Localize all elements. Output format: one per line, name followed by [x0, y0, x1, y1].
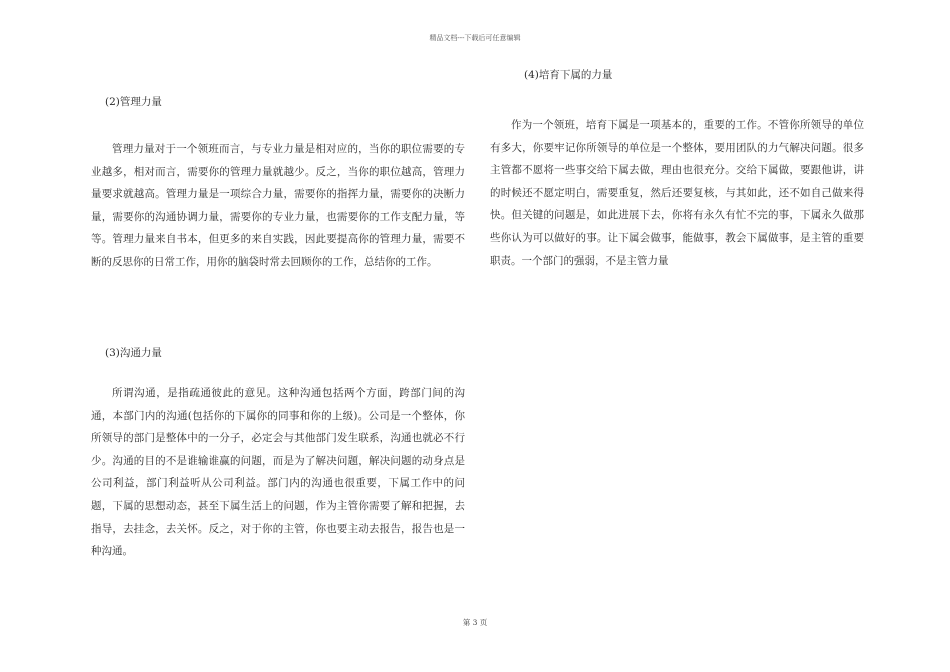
paragraph-subordinate-training: 作为一个领班，培育下属是一项基本的，重要的工作。不管你所领导的单位有多大，你要牢记你所领导的单位是一个整体，要用团队的力气解决问题。很多主管都不愿将一些事交给下属去做，理由也很充分。交给下属做，要跟他讲，讲的时候还不愿定明白，需要重复，然后还要复核，与其如此，还不如自己做来得快。但关键的问题是，如此进展下去，你将有永久有忙不完的事，下属永久做那些你认为可以做好的事。让下属会做事，能做事，教会下属做事，是主管的重要职责。一个部门的强弱，不是主管力量	[490, 119, 864, 267]
section-heading-communication: (3)沟通力量	[105, 347, 162, 359]
paragraph-communication: 所谓沟通，是指疏通彼此的意见。这种沟通包括两个方面，跨部门间的沟通，本部门内的沟通(包括你的下属你的同事和你的上级)。公司是一个整体，你所领导的部门是整体中的一分子，必定会与其他部门发生联系，沟通也就必不行少。沟通的目的不是谁输谁赢的问题，而是为了解决问题，解决问题的动身点是公司利益，部门利益听从公司利益。部门内的沟通也很重要，下属工作中的问题，下属的思想动态，甚至下属生活上的问题，作为主管你需要了解和把握，去指导，去挂念，去关怀。反之，对于你的主管，你也要主动去报告，报告也是一种沟通。	[91, 387, 465, 558]
page-number: 第 3 页	[462, 618, 488, 627]
paragraph-management: 管理力量对于一个领班而言，与专业力量是相对应的，当你的职位需要的专业越多，相对而言，需要你的管理力量就越少。反之，当你的职位越高，管理力量要求就越高。管理力量是一项综合力量，需要你的指挥力量，需要你的决断力量，需要你的沟通协调力量，需要你的专业力量，也需要你的工作支配力量，等等。管理力量来自书本，但更多的来自实践，因此要提高你的管理力量，需要不断的反思你的日常工作，用你的脑袋时常去回顾你的工作，总结你的工作。	[91, 143, 465, 268]
section-heading-management: (2)管理力量	[105, 96, 162, 108]
page-header: 精品文档---下载后可任意编辑	[429, 34, 521, 42]
section-heading-subordinate-training: (4)培育下属的力量	[524, 69, 613, 81]
